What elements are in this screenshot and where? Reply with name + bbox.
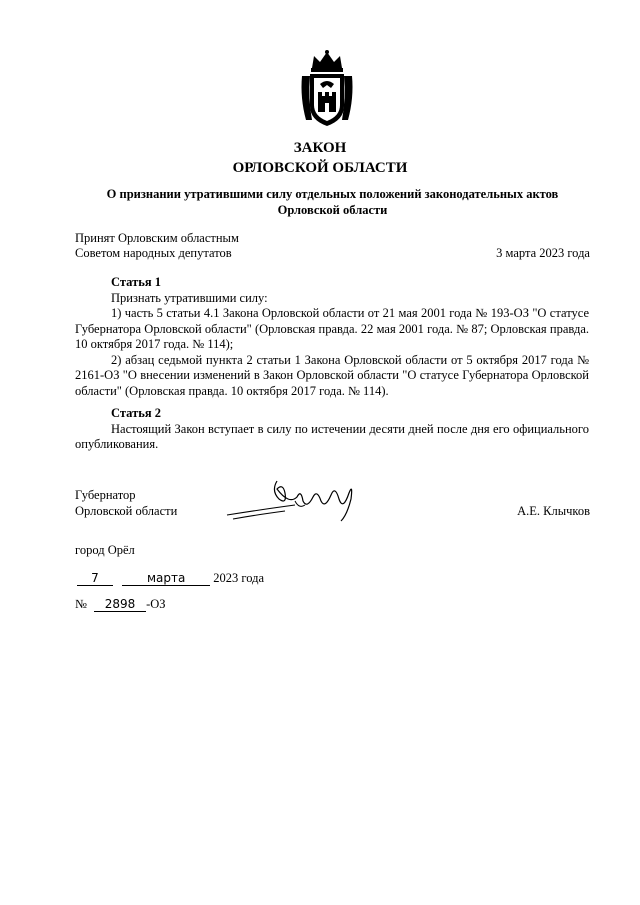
signatory-position [75,487,177,519]
article-2-heading: Статья 2 [111,406,161,420]
handwritten-signature [225,475,360,525]
article-2-text: Настоящий Закон вступает в силу по истечении десяти дней после дня его официального опубликования. [75,421,589,451]
signing-city: город Орёл [75,543,135,557]
signing-day: 7 [77,571,113,586]
article-1-item-1: 1) часть 5 статьи 4.1 Закона Орловской области от 21 мая 2001 года № 193-ОЗ "О статусе Губернатора Орловской области" (Орловская правда. 22 мая 2001 года. № 87; Орловская правда. 10 октября 2017 года. № 114); [75,306,589,351]
signing-date [75,571,264,586]
article-2 [75,406,589,453]
document-region-title: ОРЛОВСКОЙ ОБЛАСТИ [232,160,408,176]
adoption-date: 3 марта 2023 года [496,246,590,260]
law-subject-line-1: О признании утратившими силу отдельных положений законодательных актов [106,187,559,201]
adoption-line-2: Советом народных депутатов [75,246,232,260]
adoption-line-1: Принят Орловским областным [75,231,239,245]
law-number-value: 2898 [94,597,146,612]
article-1-intro: Признать утратившими силу: [111,290,268,305]
law-subject [75,186,590,218]
article-1 [75,275,589,399]
signing-month: марта [122,571,210,586]
law-number-suffix: -ОЗ [146,597,166,611]
signing-year: 2023 года [213,571,264,585]
law-number-prefix: № [75,597,87,611]
signatory-name: А.Е. Клычков [517,504,590,518]
law-subject-line-2: Орловской области [277,203,388,217]
article-1-item-2: 2) абзац седьмой пункта 2 статьи 1 Закона Орловской области от 5 октября 2017 года № 2161-ОЗ "О внесении изменений в Закон Орловской области "О статусе Губернатора Орловской области" (Орловская правда. 10 октября 2017 года. № 114). [75,352,589,398]
signatory-position-line-2: Орловской области [75,504,178,518]
law-number [75,597,166,612]
signatory-position-line-1: Губернатор [75,488,136,502]
article-1-heading: Статья 1 [111,275,161,289]
coat-of-arms-emblem [298,48,356,128]
document-title: ЗАКОН [293,140,347,156]
adoption-body [75,231,239,261]
